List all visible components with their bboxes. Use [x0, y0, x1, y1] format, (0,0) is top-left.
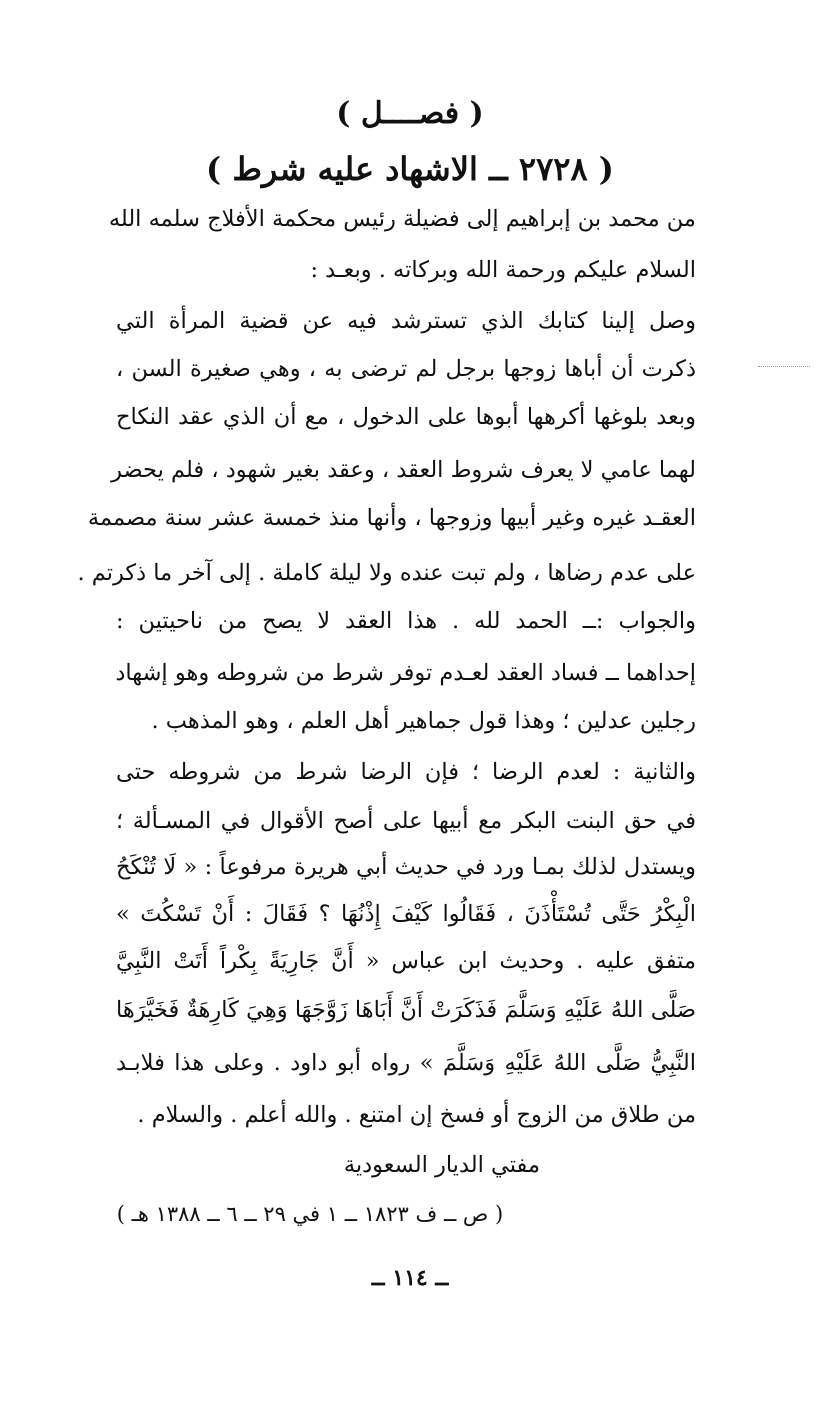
page-number: ــ ١١٤ ــ [371, 1265, 449, 1291]
sender-line: من محمد بن إبراهيم إلى فضيلة رئيس محكمة الأفلاج سلمه الله [108, 206, 696, 232]
hadith-line: ويستدل لذلك بمـا ورد في حديث أبي هريرة مرفوعاً : « لَا تُنْكَحُ [116, 854, 696, 880]
closing-line: من طلاق من الزوج أو فسخ إن امتنع . والله أعلم . والسلام . [137, 1102, 696, 1128]
signature-line: مفتي الديار السعودية [343, 1152, 540, 1178]
body-line: إحداهما ــ فساد العقد لعـدم توفر شرط من شروطه وهو إشهاد [115, 660, 696, 686]
fatwa-title: ( ٢٧٢٨ ــ الاشهاد عليه شرط ) [206, 150, 614, 188]
greeting-line: السلام عليكم ورحمة الله وبركاته . وبعـد : [310, 257, 696, 283]
body-line: ذكرت أن أباها زوجها برجل لم ترضى به ، وهي صغيرة السن ، [116, 356, 696, 382]
reference-line: ( ص ــ ف ١٨٢٣ ــ ١ في ٢٩ ــ ٦ ــ ١٣٨٨ هـ ) [116, 1202, 504, 1226]
margin-mark [758, 366, 810, 367]
body-line: وصل إلينا كتابك الذي تسترشد فيه عن قضية المرأة التي [116, 308, 696, 334]
body-line: العقـد غيره وغير أبيها وزوجها ، وأنها منذ خمسة عشر سنة مصممة [87, 505, 696, 531]
body-line: النَّبِيُّ صَلَّى اللهُ عَلَيْهِ وَسَلَّمَ » رواه أبو داود . وعلى هذا فلابـد [116, 1050, 696, 1076]
body-line: لهما عامي لا يعرف شروط العقد ، وعقد بغير شهود ، فلم يحضر [111, 457, 696, 483]
body-line: وبعد بلوغها أكرهها أبوها على الدخول ، مع أن الذي عقد النكاح [116, 404, 696, 430]
body-line: رجلين عدلين ؛ وهذا قول جماهير أهل العلم ، وهو المذهب . [151, 708, 696, 734]
body-line: والثانية : لعدم الرضا ؛ فإن الرضا شرط من شروطه حتى [116, 759, 696, 785]
hadith-line: صَلَّى اللهُ عَلَيْهِ وَسَلَّمَ فَذَكَرَتْ أَنَّ أَبَاهَا زَوَّجَهَا وَهِيَ كَارِهَةٌ فَخَيَّرَهَا [116, 997, 696, 1023]
hadith-line: متفق عليه . وحديث ابن عباس « أَنَّ جَارِيَةً بِكْراً أَتَتْ النَّبِيَّ [116, 948, 696, 974]
answer-line: والجواب :ــ الحمد لله . هذا العقد لا يصح من ناحيتين : [116, 608, 696, 634]
body-line: على عدم رضاها ، ولم تبت عنده ولا ليلة كاملة . إلى آخر ما ذكرتم . [77, 560, 696, 586]
hadith-line: الْبِكْرُ حَتَّى تُسْتَأْذَنَ ، فَقَالُوا كَيْفَ إِذْنُهَا ؟ فَقَالَ : أَنْ تَسْكُتَ » [116, 901, 696, 927]
section-heading: ( فصــــل ) [336, 96, 484, 131]
body-line: في حق البنت البكر مع أبيها على أصح الأقوال في المسـألة ؛ [116, 808, 696, 834]
